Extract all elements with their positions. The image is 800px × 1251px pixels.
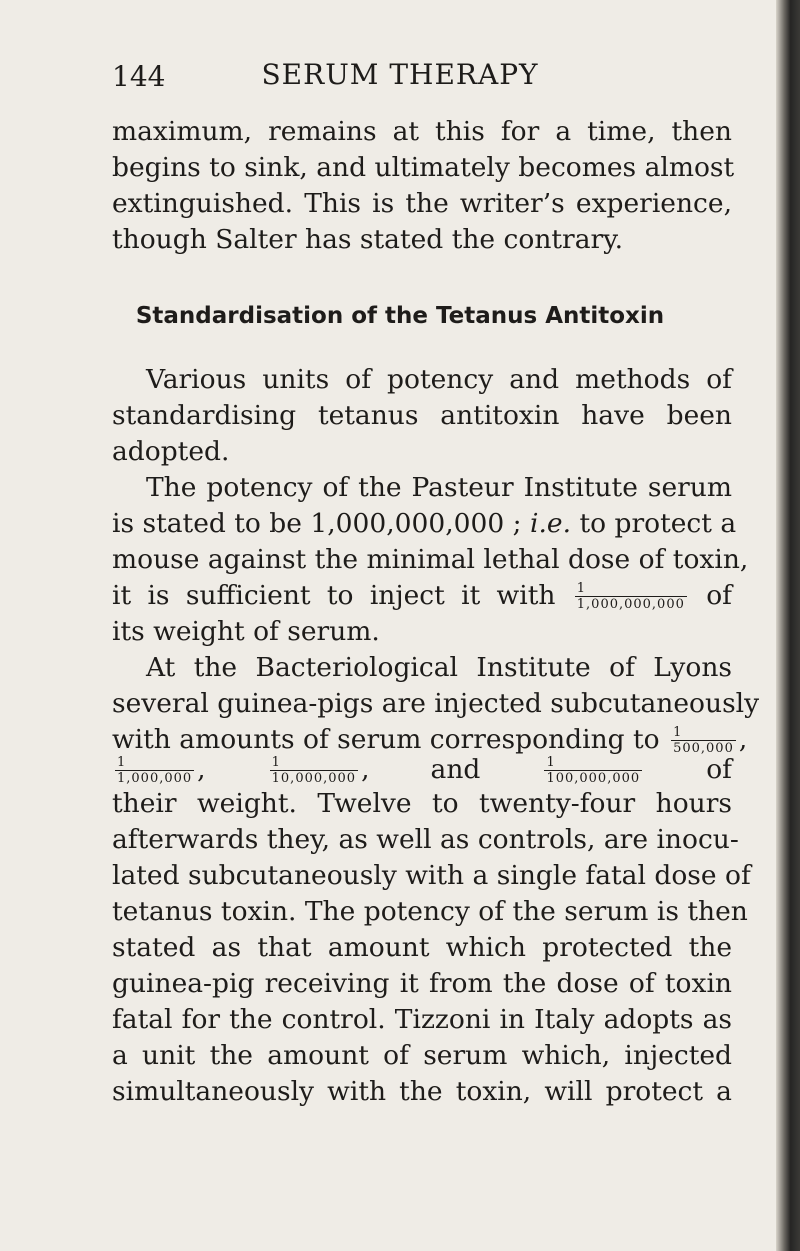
text-line: extinguished. This is the writer’s experience, [112, 188, 732, 219]
text-line: $\frac{1}{1,000,000}$ , $\frac{1}{10,000,000}$ , and $\frac{1}{100,000,000}$ of [117, 754, 732, 786]
book-spine-shadow [776, 0, 800, 1251]
text-line: with amounts of serum corresponding to $\frac{1}{500,000}$ , [112, 724, 748, 756]
text-line: its weight of serum. [112, 616, 380, 647]
text-line: mouse against the minimal lethal dose of toxin, [112, 544, 749, 575]
text-line: maximum, remains at this for a time, then [112, 116, 732, 147]
text-line: fatal for the control. Tizzoni in Italy adopts as [112, 1004, 732, 1035]
section-heading: Standardisation of the Tetanus Antitoxin [135, 303, 665, 329]
text-line: stated as that amount which protected the [112, 932, 732, 963]
text-line: adopted. [112, 436, 230, 467]
fraction: $\frac{1}{100,000,000}$ [546, 755, 641, 786]
fraction: $\frac{1}{10,000,000}$ [271, 755, 357, 786]
running-title: SERUM THERAPY [261, 58, 539, 91]
text-line: several guinea-pigs are injected subcutaneously [112, 688, 760, 719]
fraction: $\frac{1}{1,000,000}$ [117, 755, 193, 786]
text-line: it is sufficient to inject it with $\frac{1}{1,000,000,000}$ of [112, 580, 732, 612]
text-line: their weight. Twelve to twenty-four hours [112, 788, 732, 819]
page-number: 144 [112, 60, 166, 93]
text-line: Various units of potency and methods of [146, 364, 732, 395]
fraction: $\frac{1}{1,000,000,000}$ [576, 581, 685, 612]
text-line: At the Bacteriological Institute of Lyons [146, 652, 732, 683]
text-line: standardising tetanus antitoxin have been [112, 400, 732, 431]
text-line: The potency of the Pasteur Institute serum [146, 472, 732, 503]
text-line: guinea-pig receiving it from the dose of toxin [112, 968, 732, 999]
text-line: a unit the amount of serum which, injected [112, 1040, 732, 1071]
text-line: though Salter has stated the contrary. [112, 224, 624, 255]
text-line: begins to sink, and ultimately becomes almost [112, 152, 735, 183]
text-line: is stated to be 1,000,000,000 ; i.e. to protect a [112, 508, 737, 539]
text-line: simultaneously with the toxin, will protect a [112, 1076, 732, 1107]
text-line: afterwards they, as well as controls, are inocu- [112, 824, 739, 855]
fraction: $\frac{1}{500,000}$ [673, 725, 734, 756]
text-line: lated subcutaneously with a single fatal dose of [112, 860, 751, 891]
text-line: tetanus toxin. The potency of the serum is then [112, 896, 748, 927]
